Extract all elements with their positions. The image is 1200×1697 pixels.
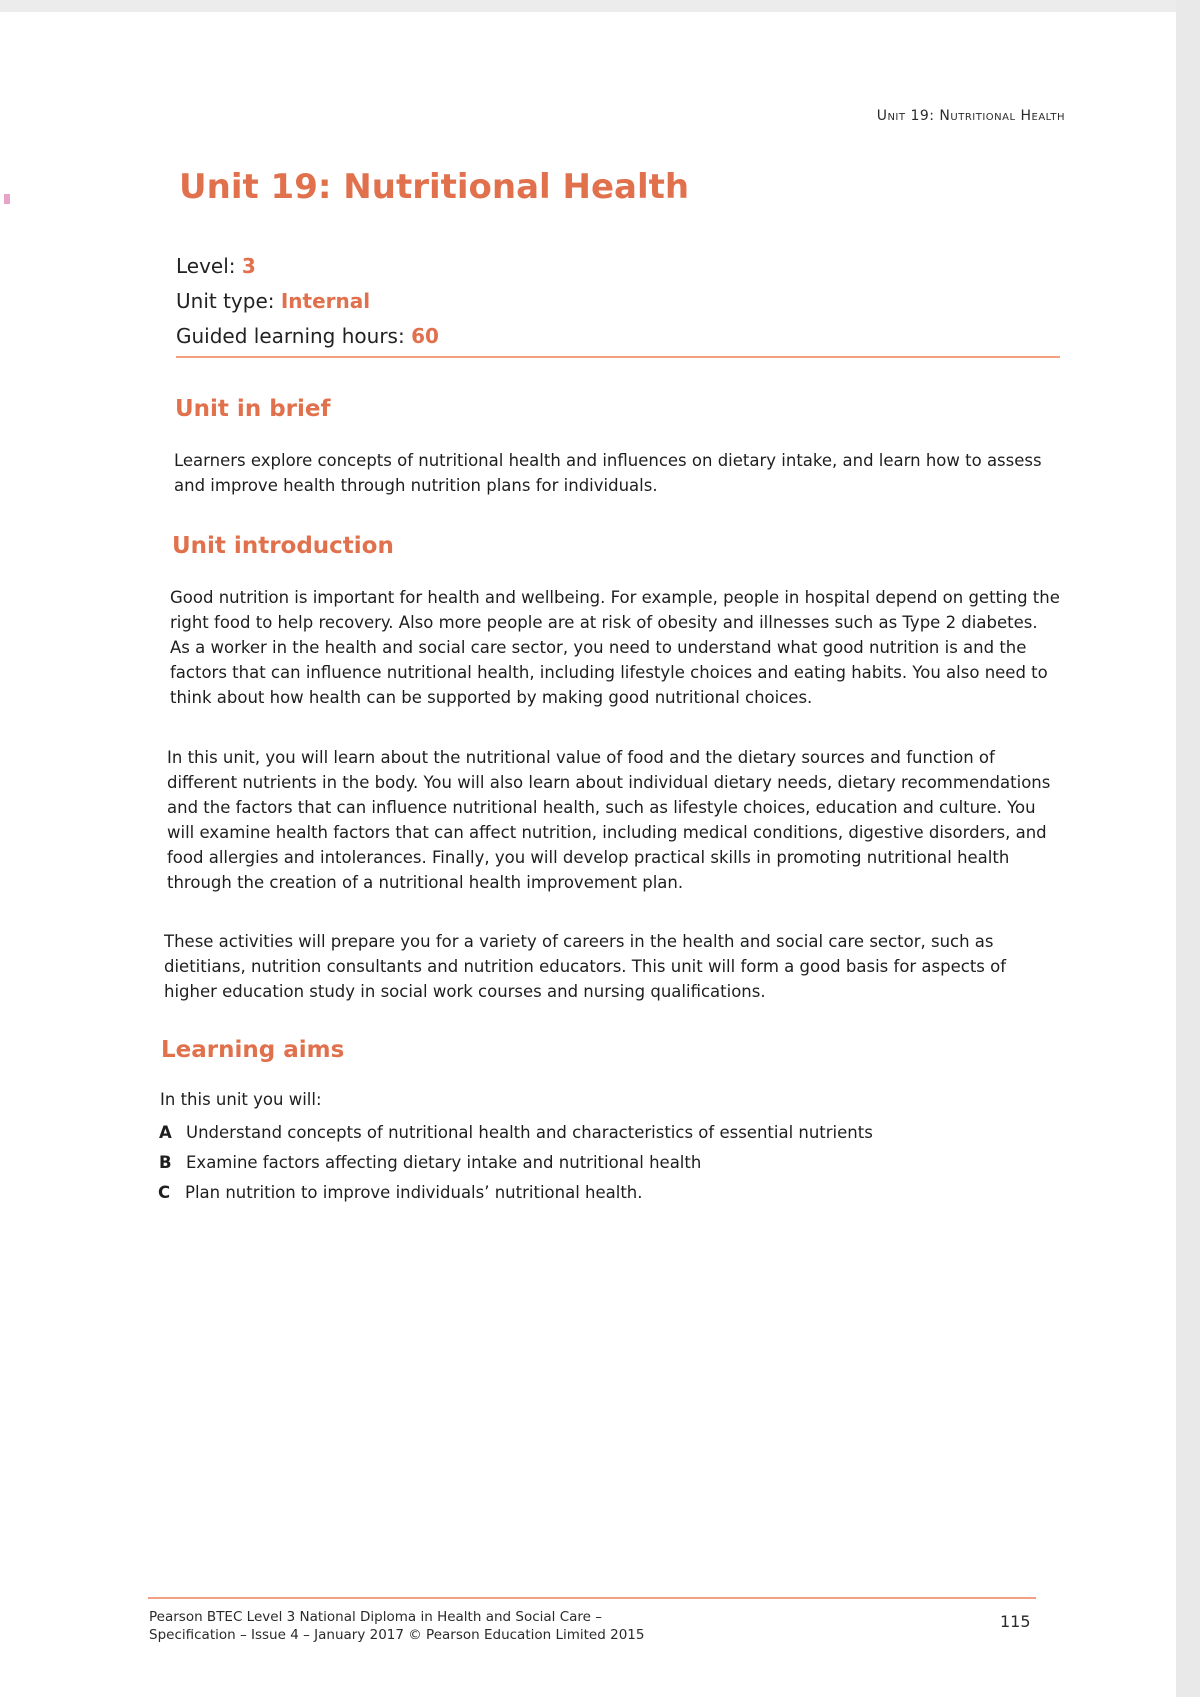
scan-right-edge [1176,0,1200,1697]
guided-hours-row [176,319,439,354]
unit-type-label: Unit type: [176,289,275,313]
level-label: Level: [176,254,236,278]
learning-aim-c [158,1180,643,1205]
aim-letter: A [159,1123,172,1142]
introduction-paragraph-1: Good nutrition is important for health and wellbeing. For example, people in hospital depend on getting the right food to help recovery. Also more people are at risk of obesity and illnesses such as Type 2 diabetes. As a worker in the health and social care sector, you need to understand what good nutrition is and the factors that can influence nutritional health, including lifestyle choices and eating habits. You also need to think about how health can be supported by making good nutritional choices. [170,588,1060,707]
aim-letter: B [159,1153,172,1172]
margin-mark [4,194,10,204]
footer-divider [148,1597,1036,1599]
learning-aim-a [159,1120,873,1145]
footer-line-2: Specification – Issue 4 – January 2017 © Pearson Education Limited 2015 [149,1627,645,1643]
aim-text: Examine factors affecting dietary intake and nutritional health [186,1153,702,1172]
footer-citation [149,1608,644,1644]
unit-title: Unit 19: Nutritional Health [179,167,690,207]
level-row [176,249,439,284]
aim-text: Plan nutrition to improve individuals’ nutritional health. [185,1183,643,1202]
footer-line-1: Pearson BTEC Level 3 National Diploma in Health and Social Care – [149,1609,603,1625]
unit-introduction-heading: Unit introduction [172,533,394,559]
guided-hours-value: 60 [411,324,439,348]
aim-text: Understand concepts of nutritional health and characteristics of essential nutrients [186,1123,873,1142]
scan-top-edge [0,0,1200,12]
learning-aim-b [159,1150,701,1175]
unit-meta [176,249,439,354]
guided-hours-label: Guided learning hours: [176,324,405,348]
unit-type-value: Internal [280,289,371,313]
unit-type-row [176,284,439,319]
level-value: 3 [241,254,256,278]
unit-in-brief-heading: Unit in brief [175,396,331,422]
introduction-paragraph-3: These activities will prepare you for a variety of careers in the health and social care sector, such as dietitians, nutrition consultants and nutrition educators. This unit will form a good basis for aspects of higher education study in social work courses and nursing qualifications. [164,932,1007,1001]
aim-letter: C [158,1183,171,1202]
page-number: 115 [1000,1612,1031,1631]
unit-in-brief-text: Learners explore concepts of nutritional health and influences on dietary intake, and learn how to assess and improve health through nutrition plans for individuals. [174,451,1042,495]
learning-aims-intro: In this unit you will: [160,1090,322,1109]
meta-divider [176,356,1060,358]
learning-aims-heading: Learning aims [161,1037,345,1063]
running-header: Unit 19: Nutritional Health [876,108,1065,124]
introduction-paragraph-2: In this unit, you will learn about the nutritional value of food and the dietary sources and function of different nutrients in the body. You will also learn about individual dietary needs, dietary recommendations and the factors that can influence nutritional health, such as lifestyle choices, education and culture. You will examine health factors that can affect nutrition, including medical conditions, digestive disorders, and food allergies and intolerances. Finally, you will develop practical skills in promoting nutritional health through the creation of a nutritional health improvement plan. [167,748,1051,892]
